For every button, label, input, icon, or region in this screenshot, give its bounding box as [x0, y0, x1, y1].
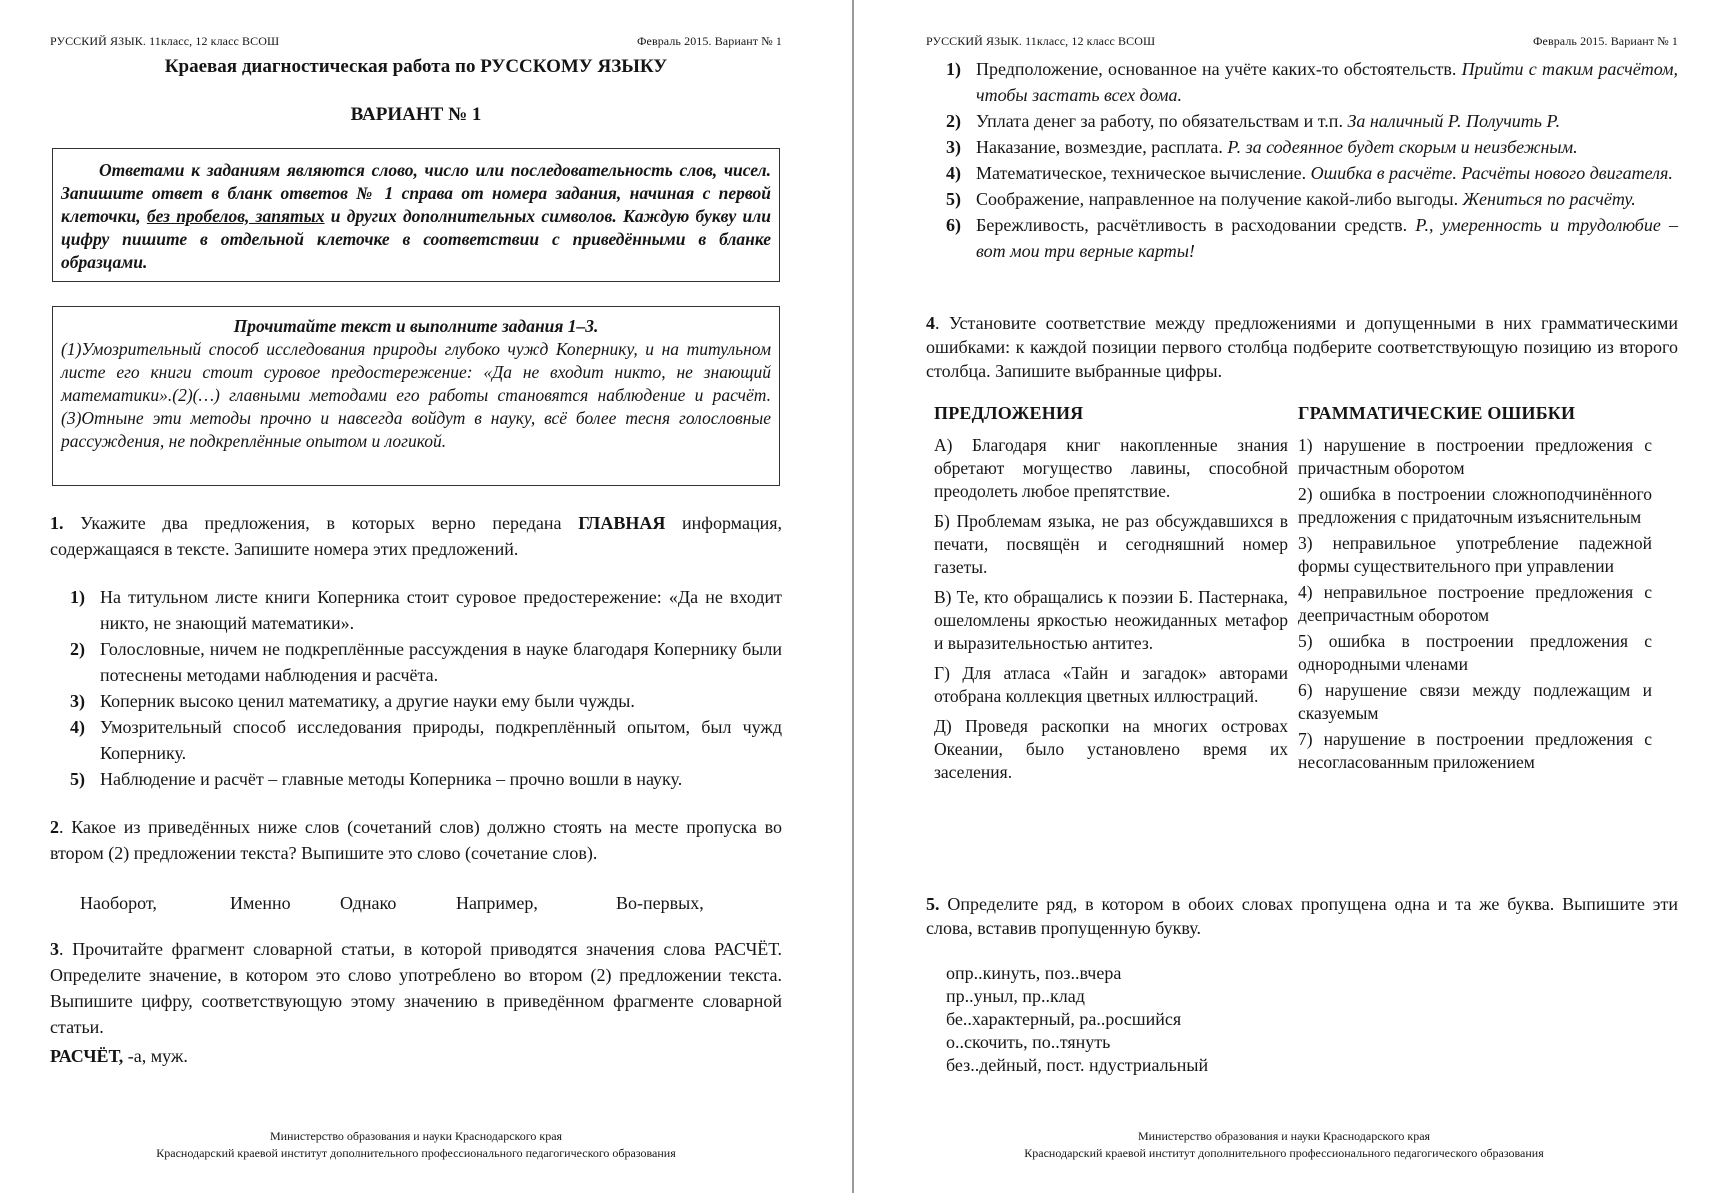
header-date-variant: Февраль 2015. Вариант № 1 [1532, 34, 1678, 48]
sentence-item: Г) Для атласа «Тайн и загадок» авторами отобрана коллекция цветных иллюстраций. [934, 663, 1288, 706]
error-item: 1) нарушение в построении предложения с причастным оборотом [1298, 435, 1652, 478]
question-1: 1. Укажите два предложения, в которых верно передана ГЛАВНАЯ информация, содержащаяся в тексте. Запишите номера этих предложений. [50, 513, 782, 559]
sentences-column [934, 434, 1288, 791]
reading-text-body: (1)Умозрительный способ исследования природы глубоко чужд Копернику, и на титульном листе его книги стоит суровое предостережение: «Да не входит никто, не знающий математики».(2)(…) главными методами его работы становятся наблюдение и расчёт. (3)Отныне эти методы прочно и навсегда войдут в науку, всё более тесня голословные рассуждения, не подкреплённые опытом и логикой. [61, 339, 771, 451]
page-divider [852, 0, 854, 1193]
header-subject: РУССКИЙ ЯЗЫК. 11класс, 12 класс ВСОШ [50, 34, 280, 48]
choice-word: Например, [456, 893, 538, 913]
question-5: 5. Определите ряд, в котором в обоих словах пропущена одна и та же буква. Выпишите эти слова, вставив пропущенную букву. [926, 894, 1678, 938]
question-1-options [50, 584, 782, 792]
choice-word: Наоборот, [80, 893, 157, 913]
list-item: 1) Предположение, основанное на учёте каких-то обстоятельств. Прийти с таким расчётом, чтобы застать всех дома. [946, 59, 1678, 105]
header-subject: РУССКИЙ ЯЗЫК. 11класс, 12 класс ВСОШ [926, 34, 1156, 48]
error-item: 4) неправильное построение предложения с деепричастным оборотом [1298, 582, 1652, 625]
sentence-item: А) Благодаря книг накопленные знания обретают могущество лавины, способной преодолеть любое препятствие. [934, 435, 1288, 501]
word-row: без..дейный, пост. ндустриальный [946, 1055, 1209, 1075]
sentence-item: Б) Проблемам языка, не раз обсуждавшихся в печати, посвящён и сегодняшний номер газеты. [934, 511, 1288, 577]
question-3: 3. Прочитайте фрагмент словарной статьи, в которой приводятся значения слова РАСЧЁТ. Определите значение, в котором это слово употреблено во втором (2) предложении текста. Выпишите цифру, соответствующую этому значению в приведённом фрагменте словарной статьи. [50, 939, 782, 1037]
list-item: 5) Наблюдение и расчёт – главные методы Коперника – прочно вошли в науку. [70, 769, 683, 789]
error-item: 6) нарушение связи между подлежащим и сказуемым [1298, 680, 1652, 723]
footer-institute: Краснодарский краевой институт дополнительного профессионального педагогического образования [156, 1146, 676, 1160]
question-5-word-rows [946, 962, 1208, 1077]
instruction-text: Ответами к заданиям являются слово, число или последовательность слов, чисел. Запишите ответ в бланк ответов № 1 справа от номера задания, начиная с первой клеточки, без пробелов, запятых и других дополнительных символов. Каждую букву или цифру пишите в отдельной клеточке в соответствии с приведёнными в бланке образцами. [61, 160, 771, 272]
list-item: 5) Соображение, направленное на получение какой-либо выгоды. Жениться по расчёту. [946, 189, 1636, 209]
question-4: 4. Установите соответствие между предложениями и допущенными в них грамматическими ошибками: к каждой позиции первого столбца подберите соответствующую позицию из второго столбца. Запишите выбранные цифры. [926, 313, 1678, 381]
error-item: 5) ошибка в построении предложения с однородными членами [1298, 631, 1652, 674]
variant-title: ВАРИАНТ № 1 [350, 104, 482, 125]
word-row: пр..уныл, пр..клад [946, 986, 1085, 1006]
errors-column [1298, 434, 1652, 777]
list-item: 1) На титульном листе книги Коперника стоит суровое предостережение: «Да не входит никто, не знающий математики». [70, 587, 782, 633]
dictionary-entry: РАСЧЁТ, -а, муж. [50, 1046, 188, 1066]
footer [0, 1128, 832, 1162]
choice-word: Во-первых, [616, 893, 704, 913]
word-row: бе..характерный, ра..росшийся [946, 1009, 1182, 1029]
choice-word: Именно [230, 893, 291, 913]
list-item: 3) Наказание, возмездие, расплата. Р. за содеянное будет скорым и неизбежным. [946, 137, 1578, 157]
word-row: о..скочить, по..тянуть [946, 1032, 1111, 1052]
right-page [858, 0, 1710, 1193]
error-item: 7) нарушение в построении предложения с несогласованным приложением [1298, 729, 1652, 772]
column-heading-sentences: ПРЕДЛОЖЕНИЯ [934, 403, 1084, 423]
footer-ministry: Министерство образования и науки Краснодарского края [1137, 1129, 1431, 1143]
error-item: 2) ошибка в построении сложноподчинённого предложения с придаточным изъяснительным [1298, 484, 1652, 527]
reading-text-heading: Прочитайте текст и выполните задания 1–3. [233, 316, 599, 336]
list-item: 3) Коперник высоко ценил математику, а другие науки ему были чужды. [70, 691, 635, 711]
footer [858, 1128, 1710, 1162]
column-heading-errors: ГРАММАТИЧЕСКИЕ ОШИБКИ [1298, 403, 1576, 423]
left-page [0, 0, 848, 1193]
choice-word: Однако [340, 893, 397, 913]
dictionary-definitions [926, 56, 1678, 264]
list-item: 2) Голословные, ничем не подкреплённые рассуждения в науке благодаря Копернику были потеснены методами наблюдения и расчёта. [70, 639, 782, 685]
page-title: Краевая диагностическая работа по РУССКОМУ ЯЗЫКУ [164, 56, 668, 77]
header-date-variant: Февраль 2015. Вариант № 1 [636, 34, 782, 48]
word-row: опр..кинуть, поз..вчера [946, 963, 1122, 983]
sentence-item: В) Те, кто обращались к поэзии Б. Пастернака, ошеломлены яркостью неожиданных метафор и выразительностью антитез. [934, 587, 1288, 653]
question-2: 2. Какое из приведённых ниже слов (сочетаний слов) должно стоять на месте пропуска во втором (2) предложении текста? Выпишите это слово (сочетание слов). [50, 817, 782, 863]
footer-institute: Краснодарский краевой институт дополнительного профессионального педагогического образования [1024, 1146, 1544, 1160]
sentence-item: Д) Проведя раскопки на многих островах Океании, было установлено время их заселения. [934, 716, 1288, 782]
error-item: 3) неправильное употребление падежной формы существительного при управлении [1298, 533, 1652, 576]
list-item: 4) Умозрительный способ исследования природы, подкреплённый опытом, был чужд Копернику. [70, 717, 782, 763]
list-item: 4) Математическое, техническое вычисление. Ошибка в расчёте. Расчёты нового двигателя. [946, 163, 1673, 183]
list-item: 6) Бережливость, расчётливость в расходовании средств. Р., умеренность и трудолюбие – вот мои три верные карты! [946, 215, 1678, 261]
footer-ministry: Министерство образования и науки Краснодарского края [269, 1129, 563, 1143]
reading-text-box [52, 306, 780, 486]
instruction-box [52, 148, 780, 282]
list-item: 2) Уплата денег за работу, по обязательствам и т.п. За наличный Р. Получить Р. [946, 111, 1561, 131]
